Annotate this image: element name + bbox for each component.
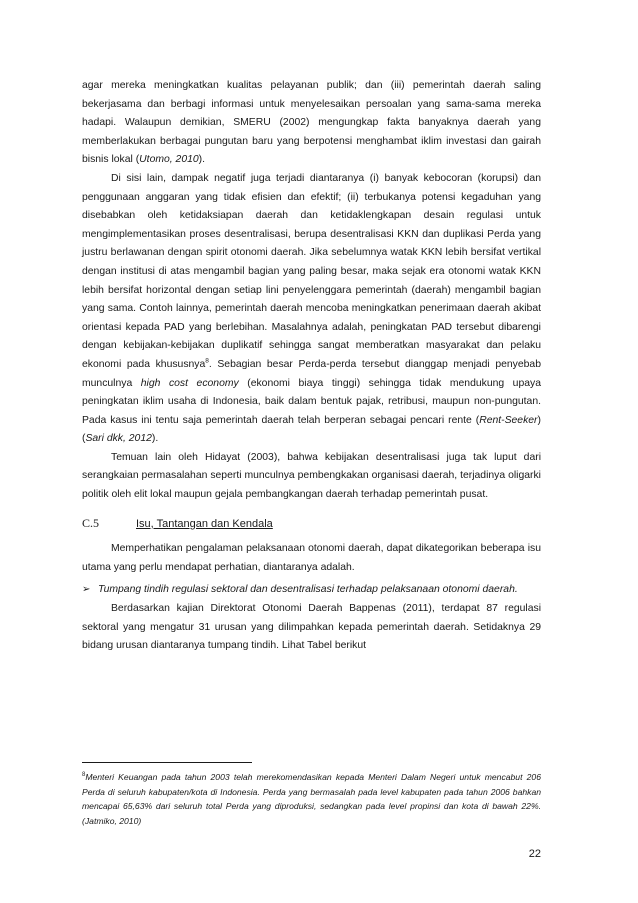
footnote (82, 770, 541, 828)
citation-sari: Sari dkk, 2012 (85, 433, 152, 445)
paragraph-1: agar mereka meningkatkan kualitas pelayanan publik; dan (iii) pemerintah daerah saling bekerjasama dan berbagi informasi untuk menyelesaikan persoalan yang sama-sama mereka hadapi. Walaupun demikian, SMERU (2002) mengungkap fakta banyaknya daerah yang memberlakukan berbagai pungutan baru yang berpotensi menghambat iklim investasi dan gairah bisnis lokal (Utomo, 2010). (82, 80, 541, 166)
paragraph-4: Memperhatikan pengalaman pelaksanaan otonomi daerah, dapat dikategorikan beberapa isu utama yang perlu mendapat perhatian, diantaranya adalah. (82, 543, 541, 573)
paragraph-3: Temuan lain oleh Hidayat (2003), bahwa kebijakan desentralisasi juga tak luput dari serangkaian permasalahan seperti munculnya pembengkakan organisasi daerah, terjadinya oligarki politik oleh elit lokal maupun gejala pembangkangan daerah terhadap pemerintah pusat. (82, 451, 541, 501)
bullet-item (82, 581, 541, 600)
section-number: C.5 (82, 515, 100, 530)
bullet-text: Tumpang tindih regulasi sektoral dan desentralisasi terhadap pelaksanaan otonomi daerah. (98, 584, 518, 596)
term-high-cost-economy: high cost economy (140, 377, 239, 389)
arrow-bullet-icon: ➢ (82, 584, 91, 596)
footnote-divider (82, 762, 252, 763)
section-title: Isu, Tantangan dan Kendala (136, 517, 273, 530)
term-rent-seeker: Rent-Seeker (479, 414, 538, 426)
footnote-ref[interactable]: 8 (205, 357, 209, 365)
body-text (82, 77, 541, 656)
footnote-number: 8 (82, 772, 86, 779)
footnote-text: Menteri Keuangan pada tahun 2003 telah merekomendasikan kepada Menteri Dalam Negeri untuk mencabut 206 Perda di seluruh kabupaten/kota di Indonesia. Perda yang bermasalah pada level kabupaten pada tahun 2006 bahkan mencapai 65,63% dari seluruh total Perda yang diproduksi, sedangkan pada level propinsi dan kota di bawah 22%. (Jatmiko, 2010) (82, 772, 541, 826)
paragraph-5: Berdasarkan kajian Direktorat Otonomi Daerah Bappenas (2011), terdapat 87 regulasi sektoral yang mengatur 31 urusan yang dilimpahkan kepada pemerintah daerah. Setidaknya 29 bidang urusan diantaranya tumpang tindih. Lihat Tabel berikut (82, 603, 541, 652)
paragraph-2: Di sisi lain, dampak negatif juga terjadi diantaranya (i) banyak kebocoran (korupsi) dan penggunaan anggaran yang tidak efisien dan efektif; (ii) terbukanya potensi kegaduhan yang disebabkan oleh ketidaksiapan daerah dan ketidaklengkapan desain regulasi untuk mengimplementasikan proses desentralisasi, berupa desentralisasi KKN dan duplikasi Perda yang justru berlawanan dengan spirit otonomi daerah. Jika sebelumnya watak KKN lebih bersifat vertikal dengan institusi di atas mengambil bagian yang paling besar, maka sejak era otonomi watak KKN lebih bersifat horizontal dengan setiap lini penyelenggara pemerintah (daerah) mengambil bagian yang sama. Contoh lainnya, pemerintah daerah mencoba meningkatkan penerimaan daerah akibat orientasi kepada PAD yang berlebihan. Masalahnya adalah, peningkatan PAD tersebut dibarengi dengan kebijakan-kebijakan duplikatif sehingga sangat memberatkan masyarakat dan pelaku ekonomi pada khususnya$^8$. Sebagian besar Perda-perda tersebut dianggap menjadi penyebab munculnya high cost economy (ekonomi biaya tinggi) sehingga tidak mendukung upaya peningkatan iklim usaha di Indonesia, baik dalam bentuk pajak, retribusi, maupun non-pungutan. Pada kasus ini tentu saja pemerintah daerah telah berperan sebagai pencari rente (Rent-Seeker) (Sari dkk, 2012). (82, 172, 541, 445)
section-heading (82, 514, 541, 534)
page-number: 22 (528, 848, 541, 860)
citation-utomo: Utomo, 2010 (139, 154, 199, 166)
